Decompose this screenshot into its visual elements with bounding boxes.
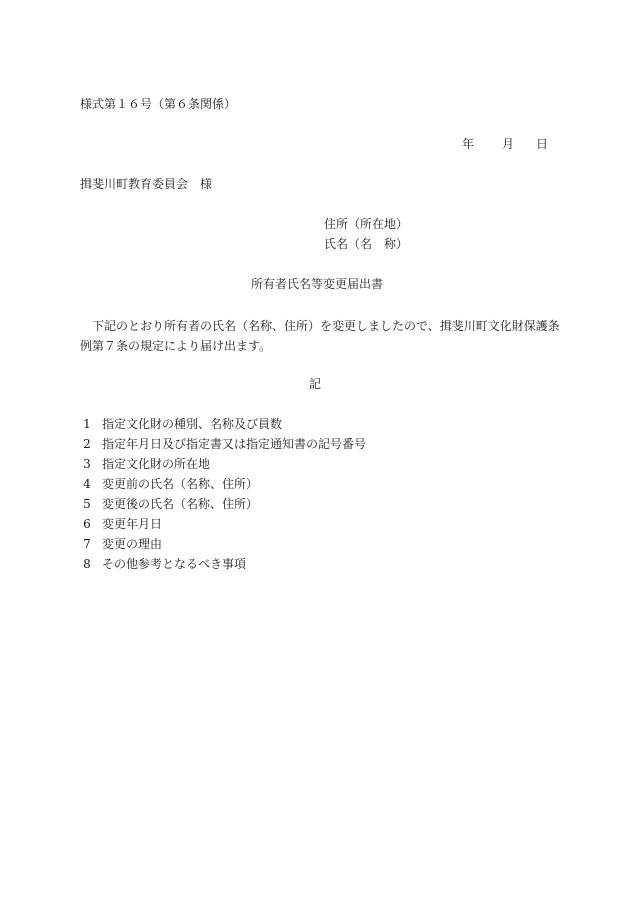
item-number: 7: [83, 537, 91, 551]
item-text: 変更前の氏名（名称、住所）: [102, 477, 259, 491]
item-text: 変更年月日: [102, 517, 163, 531]
form-number: 様式第１６号（第６条関係）: [80, 97, 237, 111]
item-text: その他参考となるべき事項: [102, 557, 247, 571]
item-number: 2: [83, 437, 91, 451]
item-text: 指定文化財の所在地: [102, 457, 211, 471]
date-month-label: 月: [502, 137, 515, 151]
date-year-label: 年: [462, 137, 475, 151]
body-text-line-1: 下記のとおり所有者の氏名（名称、住所）を変更しましたので、揖斐川町文化財保護条: [80, 319, 560, 333]
date-day-label: 日: [536, 137, 549, 151]
item-text: 指定年月日及び指定書又は指定通知書の記号番号: [102, 437, 367, 451]
item-number: 5: [83, 497, 91, 511]
document-title: 所有者氏名等変更届出書: [251, 277, 384, 291]
ki-heading: 記: [309, 377, 322, 391]
item-number: 3: [83, 457, 91, 471]
item-number: 6: [83, 517, 91, 531]
item-text: 指定文化財の種別、名称及び員数: [102, 417, 283, 431]
name-label: 氏名（名 称）: [324, 237, 409, 251]
item-text: 変更の理由: [102, 537, 163, 551]
recipient: 揖斐川町教育委員会 様: [80, 177, 213, 191]
item-number: 8: [83, 557, 91, 571]
address-label: 住所（所在地）: [324, 217, 409, 231]
item-text: 変更後の氏名（名称、住所）: [102, 497, 259, 511]
item-number: 4: [83, 477, 91, 491]
item-number: 1: [83, 417, 91, 431]
body-text-line-2: 例第７条の規定により届け出ます。: [80, 339, 272, 353]
